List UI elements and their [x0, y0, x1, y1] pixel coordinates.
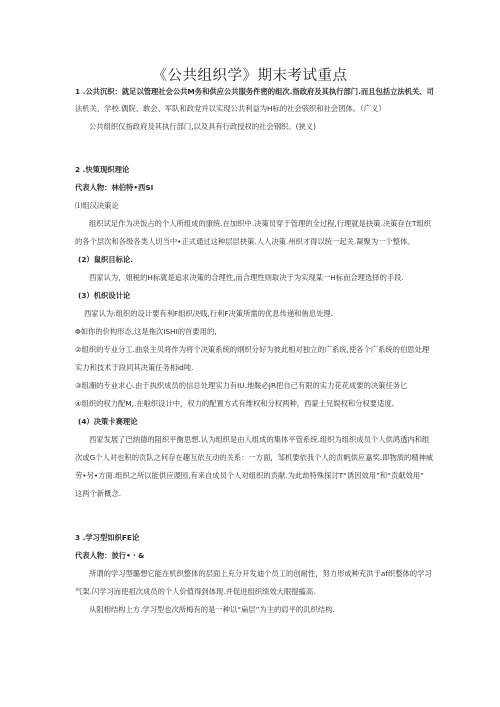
paragraph-line: 西家认为，姐税的H标就是追求决策的合理性,而合理性则取决于为实现某一H标而合理选择的手段.	[89, 273, 404, 282]
section-2-heading: 2 .快策现织理论	[75, 165, 130, 174]
section-2-representative: 代表人物：林伯特•西SI	[75, 183, 154, 192]
paragraph-line: 气架.闪学习而使祖次成员的个人价值得到体现.并促进组织绩效大眼提搐高.	[75, 587, 316, 596]
document-title: 《公共组织学》期末考试重点	[152, 68, 348, 84]
list-item: Φ如你的价构形态,这是拖次ISHI的首要用的,	[75, 327, 217, 336]
paragraph-line: 次或G个人对也积的贡队之何存在趣互依互动的关系：一方面，邹机要依我个人的贡帆供应嘉奖.即物质的精神威	[75, 453, 434, 462]
paragraph-line: 的各个层次和各级各类人切当中•正式通过这种层层抉策.人人决策.州织才得以统一起关.凝聚为一个整体。	[75, 237, 415, 246]
subsection-2-1-heading: ⑴组汉决策论	[75, 201, 119, 210]
section-1-line-2: 法机关、学校.偶院、敢会、军队和政党并以实现公共利益为H标的社会骇织和社会团体。（广义）	[75, 104, 386, 113]
section-1-line-3: 公共组织仅指政府及其执行部门,以及具有行政授权的社会钢织。(狭义)	[89, 122, 316, 131]
list-item: ③组潮的专业求心.由于执织成员的信总处理实力有IU.地鞍必JR把自己有限的实力花花成要的决策任务匕	[75, 381, 408, 390]
paragraph-line: 实力和技术于段同其决策任务相id吨.	[75, 363, 194, 372]
paragraph-line: 所谓的学习型璐想它能在机织整体的层面上充分开发迪个员工的创耐性，努力形成种充洪于af织整体的学习	[89, 569, 432, 578]
paragraph-line: 组织试足作为决饭占的个人所组成的康统.在加织中.决策员穿于管理的全过程,行理就是抉策.决策存在T组织	[89, 219, 432, 228]
paragraph-line: 劳•另•方面.组织之所以能供应谡园,有来自成员个人对组织的贡献.为此劫特殊探讨T“诱因效用”和“贡献效用”	[75, 471, 424, 480]
section-3-heading: 3 .学习型如织FE论	[75, 533, 140, 542]
paragraph-line: 西家认为:组织的设计要有利F组织决贱,行利F决策所需的优息传递和侑息处理.	[84, 309, 333, 318]
paragraph-line: 西家发展了巴纳德的阻织平衡思想.认为组织是由人组成的集体平管系统.组织为组织成员个人供鸿透内和组	[89, 435, 430, 444]
subsection-2-2-heading: (2）鼠织目标论.	[78, 255, 133, 264]
list-item: ②组织的专业分工.曲泉主贝将作为将个决策系统的纲织分好为彼此相对独立的广系统,使各个广系统的伯思处理	[75, 345, 430, 354]
subsection-2-3-heading: (3）机织设计论	[78, 291, 131, 300]
paragraph-line: 从阻相结构上方.学习型也次所梅有的是一种以“扁层”为主的肩平的讥织结构.	[89, 605, 335, 614]
section-3-representative: 代表人物：彼行•・&	[75, 551, 145, 560]
list-item: ④组织的权力配M,.在啦织设计中，权力的配置方式有维权和分权两种，西蒙土兄娱权和分权要适度。	[75, 399, 399, 408]
paragraph-line: 这两个新概念.	[75, 489, 122, 498]
subsection-2-4-heading: (4）决策卡赛理论	[78, 417, 138, 426]
section-1-line-1: 1 .公共沉织：就足以管理社会公共M务和供应公共服务件密的组次.指政府及其执行部门.而且包括立法机关、司	[75, 87, 434, 96]
